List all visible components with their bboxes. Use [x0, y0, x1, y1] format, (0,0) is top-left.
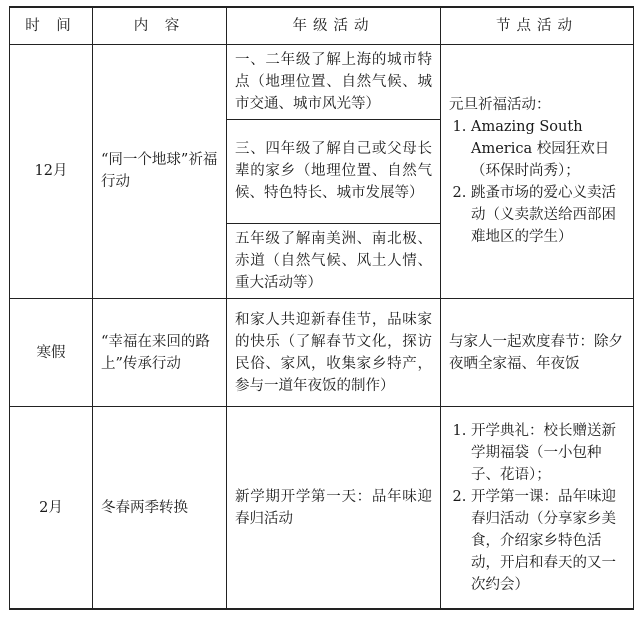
december-grade-5-cell: 五年级了解南美洲、南北极、赤道（自然气候、风土人情、重大活动等） [227, 223, 441, 298]
activity-schedule-table [9, 6, 634, 610]
winter-content-cell: “幸福在来回的路上”传承行动 [93, 298, 227, 406]
winter-time-cell: 寒假 [10, 298, 93, 406]
february-grade-cell: 新学期开学第一天：品年味迎春归活动 [227, 407, 441, 609]
header-content: 内 容 [93, 7, 227, 44]
december-grade-1-2-cell: 一、二年级了解上海的城市特点（地理位置、自然气候、城市交通、城市风光等） [227, 44, 441, 119]
header-row [10, 7, 634, 44]
header-time: 时 间 [10, 7, 93, 44]
december-event-item-2: 2. 跳蚤市场的爱心义卖活动（义卖款送给西部困难地区的学生） [471, 182, 625, 248]
winter-event-cell: 与家人一起欢度春节：除夕夜晒全家福、年夜饭 [441, 298, 634, 406]
winter-grade-cell: 和家人共迎新春佳节，品味家的快乐（了解春节文化，探访民俗、家风，收集家乡特产，参与一道年夜饭的制作） [227, 298, 441, 406]
december-event-cell [441, 44, 634, 298]
december-time-cell: 12月 [10, 44, 93, 298]
february-event-cell [441, 407, 634, 609]
december-event-list [449, 116, 625, 248]
row-winter-break [10, 298, 634, 406]
december-event-item-1: 1. Amazing South America 校园狂欢日（环保时尚秀）； [471, 116, 625, 182]
february-event-list [449, 420, 625, 596]
december-content-cell: “同一个地球”祈福行动 [93, 44, 227, 298]
row-december-1 [10, 44, 634, 119]
header-event-activity: 节点活动 [441, 7, 634, 44]
row-february [10, 407, 634, 609]
december-grade-3-4-cell: 三、四年级了解自己或父母长辈的家乡（地理位置、自然气候、特色特长、城市发展等） [227, 119, 441, 223]
header-grade-activity: 年级活动 [227, 7, 441, 44]
february-content-cell: 冬春两季转换 [93, 407, 227, 609]
december-event-intro: 元旦祈福活动： [449, 97, 551, 114]
february-time-cell: 2月 [10, 407, 93, 609]
february-event-item-2: 2. 开学第一课：品年味迎春归活动（分享家乡美食，介绍家乡特色活动，开启和春天的又一次约会） [471, 486, 625, 596]
february-event-item-1: 1. 开学典礼：校长赠送新学期福袋（一小包种子、花语）； [471, 420, 625, 486]
